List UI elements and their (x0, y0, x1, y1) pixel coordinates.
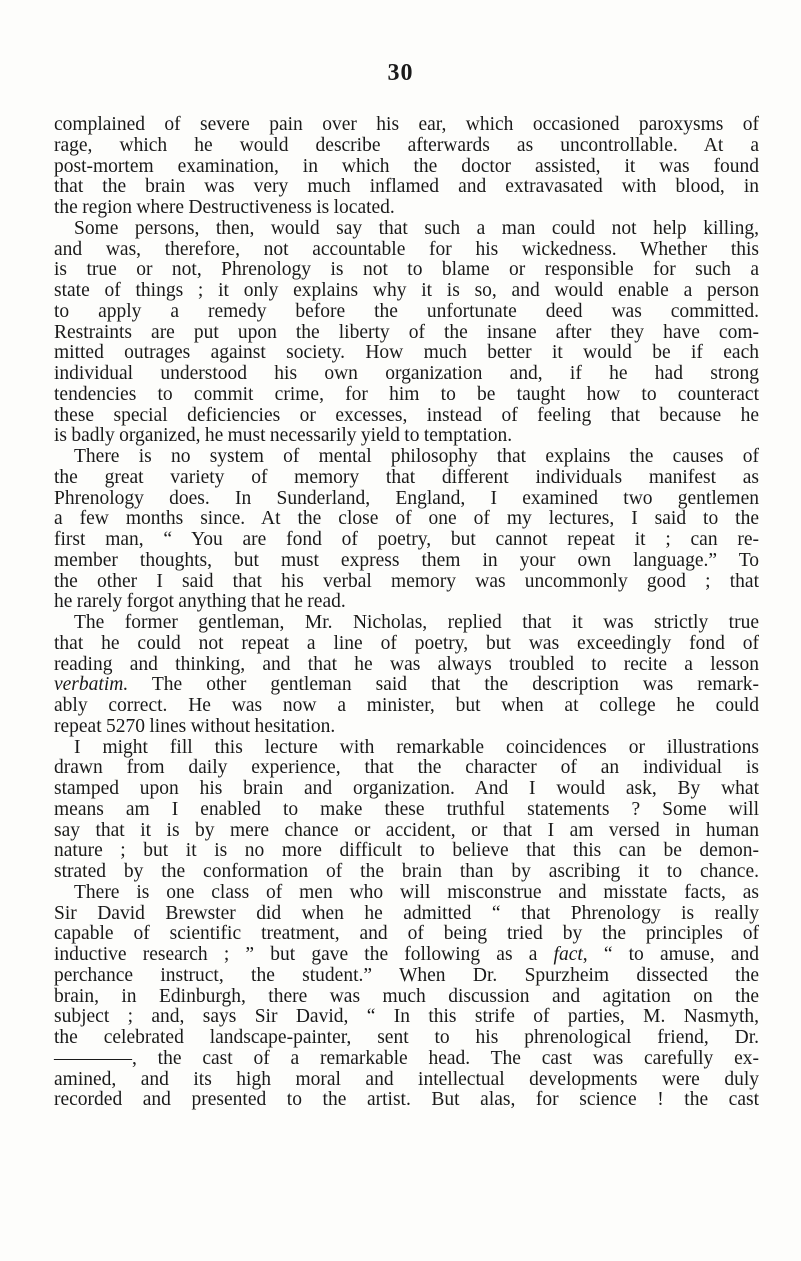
text-line: state of things ; it only explains why it is so, and would enable a person (54, 280, 759, 301)
text-line: he rarely forgot anything that he read. (54, 591, 346, 613)
text-line: brain, in Edinburgh, there was much discussion and agitation on the (54, 985, 759, 1007)
text-line: complained of severe pain over his ear, which occasioned paroxysms of (54, 114, 759, 135)
text-line: reading and thinking, and that he was always troubled to recite a lesson (54, 653, 759, 675)
text-line: The former gentleman, Mr. Nicholas, replied that it was strictly true (74, 612, 759, 633)
text-line: drawn from daily experience, that the character of an individual is (54, 757, 759, 779)
text-line: say that it is by mere chance or accident, or that I am versed in human (54, 819, 759, 841)
text-line: Restraints are put upon the liberty of the insane after they have com- (54, 321, 759, 343)
text-line: inductive research ; ” but gave the following as a fact, “ to amuse, and (54, 944, 759, 965)
text-line: capable of scientific treatment, and of being tried by the principles of (54, 923, 759, 945)
text-line: Some persons, then, would say that such a man could not help killing, (74, 217, 759, 239)
text-line: perchance instruct, the student.” When Dr. Spurzheim dissected the (54, 964, 759, 986)
text-line: ably correct. He was now a minister, but when at college he could (54, 695, 759, 716)
text-line: strated by the conformation of the brain than by ascribing it to chance. (54, 861, 759, 882)
text-line: that the brain was very much inflamed and extravasated with blood, in (54, 176, 759, 198)
text-line: first man, “ You are fond of poetry, but cannot repeat it ; can re- (54, 529, 759, 550)
text-line: rage, which he would describe afterwards as uncontrollable. At a (54, 134, 759, 156)
text-line: the great variety of memory that different individuals manifest as (54, 466, 759, 488)
text-line: recorded and presented to the artist. But alas, for science ! the cast (54, 1089, 759, 1111)
text-line: member thoughts, but must express them in your own language.” To (54, 549, 759, 571)
text-line: that he could not repeat a line of poetry, but was exceedingly fond of (54, 632, 759, 654)
text-line: There is one class of men who will misconstrue and misstate facts, as (74, 881, 759, 903)
page-number: 30 (387, 60, 414, 86)
text-line: post-mortem examination, in which the doctor assisted, it was found (54, 155, 759, 177)
text-line: repeat 5270 lines without hesitation. (54, 715, 336, 737)
text-line: mitted outrages against society. How much better it would be if each (54, 342, 759, 364)
text-line: I might fill this lecture with remarkable coincidences or illustrations (74, 736, 759, 758)
text-line: the celebrated landscape-painter, sent to his phrenological friend, Dr. (54, 1027, 759, 1048)
text-line: Sir David Brewster did when he admitted “ that Phrenology is really (54, 902, 759, 924)
body-text (54, 115, 759, 1111)
text-line: means am I enabled to make these truthful statements ? Some will (54, 798, 759, 820)
text-line: to apply a remedy before the unfortunate deed was committed. (54, 300, 759, 322)
text-line: a few months since. At the close of one of my lectures, I said to the (54, 508, 759, 530)
text-line: verbatim. The other gentleman said that the description was remark- (54, 674, 759, 696)
text-line: and was, therefore, not accountable for his wickedness. Whether this (54, 238, 759, 260)
text-line: the other I said that his verbal memory was uncommonly good ; that (54, 570, 759, 592)
text-line: amined, and its high moral and intellectual developments were duly (54, 1068, 759, 1090)
text-line: nature ; but it is no more difficult to believe that this can be demon- (54, 840, 759, 862)
text-line: is badly organized, he must necessarily yield to temptation. (54, 425, 513, 447)
text-line: these special deficiencies or excesses, instead of feeling that because he (54, 404, 759, 426)
text-line: is true or not, Phrenology is not to blame or responsible for such a (54, 259, 759, 281)
text-line: ————, the cast of a remarkable head. The cast was carefully ex- (54, 1047, 759, 1069)
text-line: individual understood his own organization and, if he had strong (54, 363, 759, 384)
text-line: There is no system of mental philosophy that explains the causes of (74, 446, 759, 467)
text-line: the region where Destructiveness is located. (54, 197, 395, 218)
text-line: stamped upon his brain and organization. And I would ask, By what (54, 778, 759, 799)
text-line: tendencies to commit crime, for him to be taught how to counteract (54, 383, 759, 405)
text-line: Phrenology does. In Sunderland, England, I examined two gentlemen (54, 487, 759, 509)
text-line: subject ; and, says Sir David, “ In this strife of parties, M. Nasmyth, (54, 1006, 759, 1028)
